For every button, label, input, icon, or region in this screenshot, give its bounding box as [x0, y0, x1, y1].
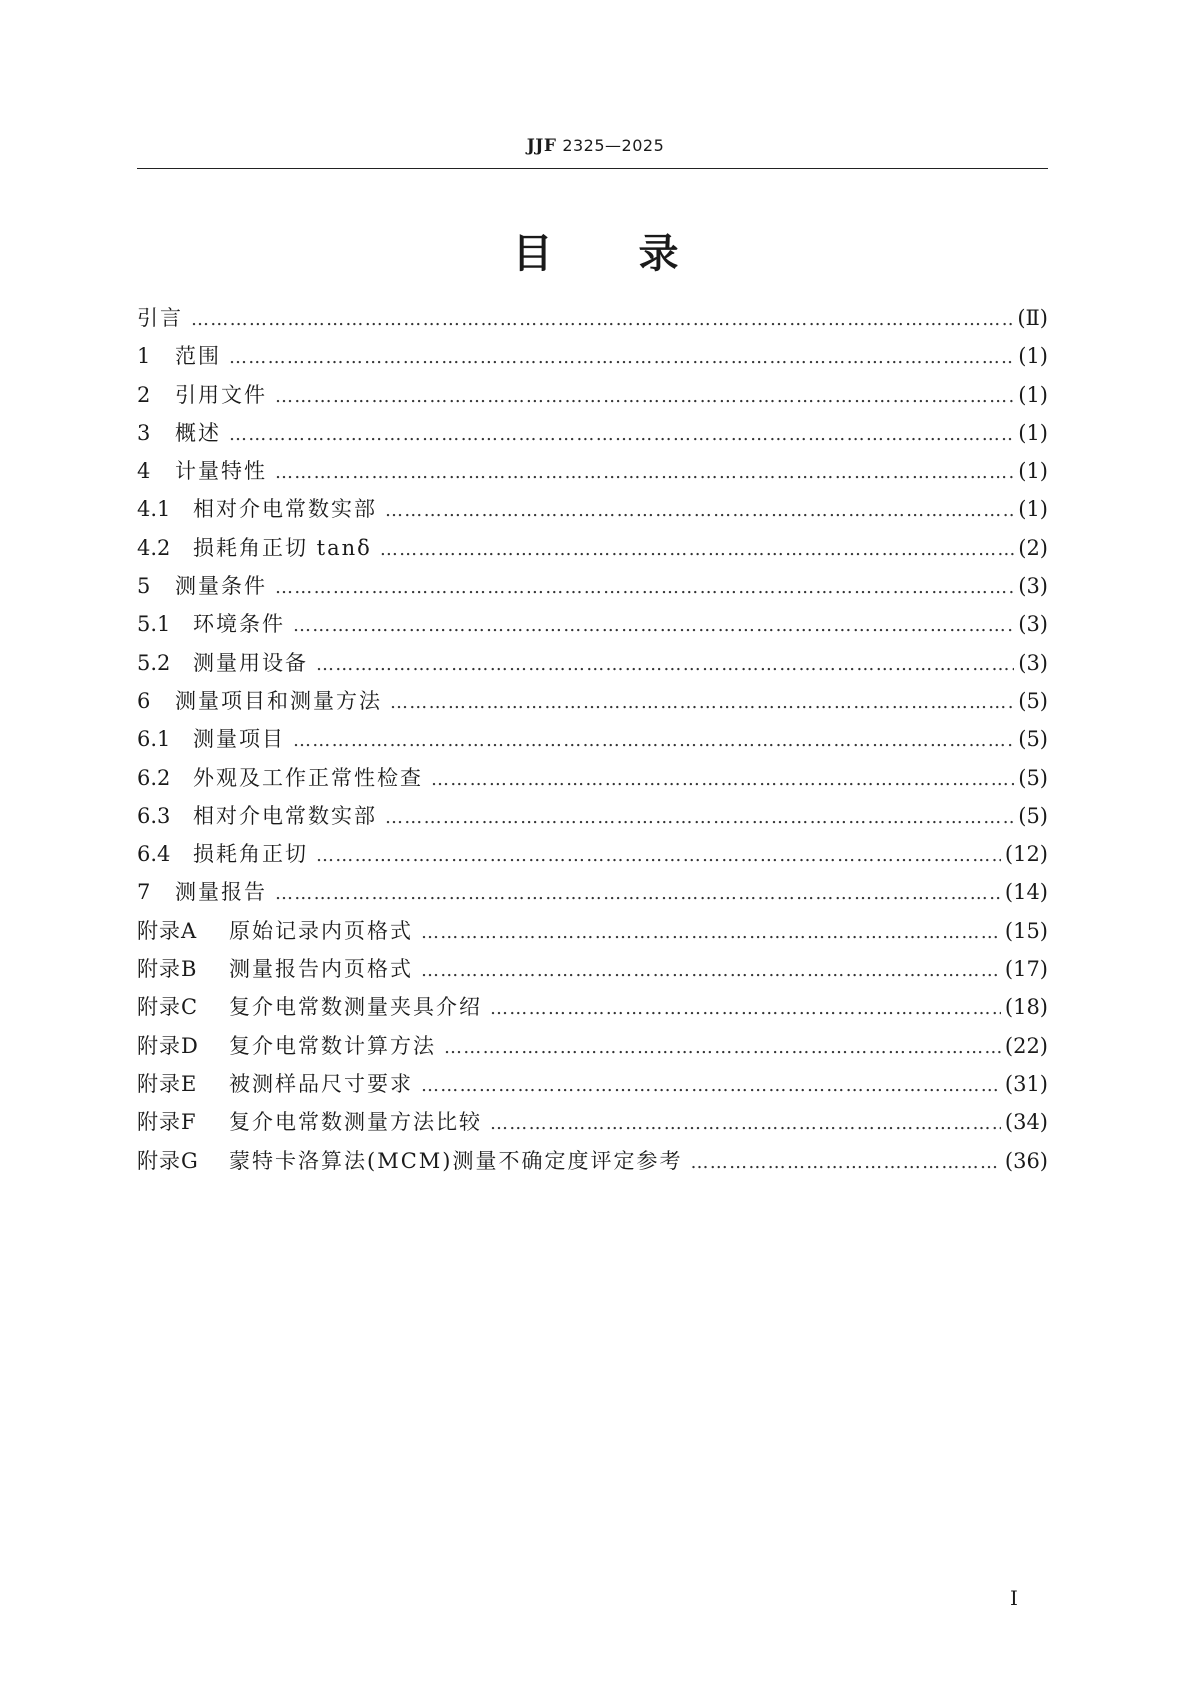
toc-entry-number: 2: [137, 382, 151, 407]
page-number: I: [1010, 1586, 1018, 1610]
toc-entry[interactable]: [137, 493, 1048, 531]
toc-entry-label: 测量报告: [175, 880, 267, 905]
toc-entry-label: 测量项目和测量方法: [175, 688, 382, 713]
toc-entry-page: (36): [1004, 1148, 1048, 1173]
toc-entry-number: 5.1: [137, 612, 171, 637]
toc-entry-label: 概述: [175, 420, 221, 445]
toc-entry-label: 相对介电常数实部: [193, 497, 377, 522]
toc-entry-label: 复介电常数计算方法: [229, 1033, 436, 1058]
toc-entry-number: 6.3: [137, 803, 171, 828]
toc-leader-dots: [444, 1037, 1001, 1058]
table-of-contents: [137, 302, 1048, 1183]
toc-leader-dots: [229, 424, 1014, 445]
toc-entry-label: 引用文件: [175, 382, 267, 407]
toc-entry-number: 6.4: [137, 842, 171, 867]
toc-entry-page: (5): [1018, 803, 1048, 828]
toc-entry-page: (15): [1004, 918, 1048, 943]
toc-entry-label: 蒙特卡洛算法(MCM)测量不确定度评定参考: [229, 1148, 683, 1173]
toc-entry-page: (1): [1018, 420, 1048, 445]
toc-entry-number: 5: [137, 574, 151, 599]
toc-leader-dots: [490, 998, 1001, 1019]
standard-code: JJF: [526, 136, 557, 156]
toc-entry-page: (1): [1018, 459, 1048, 484]
toc-entry-number: 附录C: [137, 995, 199, 1020]
toc-entry-label: 损耗角正切: [193, 842, 308, 867]
toc-leader-dots: [390, 692, 1014, 713]
toc-entry-number: 6.2: [137, 765, 171, 790]
toc-entry[interactable]: [137, 379, 1048, 417]
toc-entry-label: 测量条件: [175, 574, 267, 599]
toc-entry[interactable]: [137, 1145, 1048, 1183]
toc-leader-dots: [385, 500, 1014, 521]
toc-entry-page: (1): [1018, 344, 1048, 369]
toc-entry[interactable]: [137, 1068, 1048, 1106]
page-title: 目录: [512, 231, 765, 277]
toc-entry-number: 附录A: [137, 918, 198, 943]
toc-entry[interactable]: [137, 417, 1048, 455]
toc-entry-label: 计量特性: [175, 459, 267, 484]
toc-entry-page: (3): [1018, 650, 1048, 675]
toc-entry[interactable]: [137, 532, 1048, 570]
toc-entry-page: (1): [1018, 382, 1048, 407]
toc-entry-number: 附录D: [137, 1033, 199, 1058]
toc-entry-page: (1): [1018, 497, 1048, 522]
toc-leader-dots: [316, 845, 1001, 866]
toc-entry[interactable]: [137, 685, 1048, 723]
toc-entry-label: 相对介电常数实部: [193, 803, 377, 828]
toc-entry-number: 附录E: [137, 1071, 198, 1096]
toc-entry-label: 测量项目: [193, 727, 285, 752]
toc-entry-number: 附录B: [137, 957, 198, 982]
toc-entry[interactable]: [137, 762, 1048, 800]
toc-entry-number: 4.1: [137, 497, 171, 522]
toc-leader-dots: [229, 347, 1014, 368]
toc-entry-page: (22): [1004, 1033, 1048, 1058]
toc-entry[interactable]: [137, 1106, 1048, 1144]
toc-entry-label: 复介电常数测量方法比较: [229, 1110, 482, 1135]
toc-leader-dots: [293, 730, 1014, 751]
toc-entry-page: (18): [1004, 995, 1048, 1020]
toc-entry[interactable]: [137, 800, 1048, 838]
toc-entry[interactable]: [137, 455, 1048, 493]
toc-entry-page: (31): [1004, 1071, 1048, 1096]
toc-leader-dots: [431, 769, 1014, 790]
toc-entry-number: 7: [137, 880, 151, 905]
toc-entry-number: 附录F: [137, 1110, 197, 1135]
toc-entry-label: 外观及工作正常性检查: [193, 765, 423, 790]
toc-entry[interactable]: [137, 302, 1048, 340]
toc-entry-label: 测量报告内页格式: [229, 957, 413, 982]
toc-entry-number: 4.2: [137, 535, 171, 560]
toc-entry[interactable]: [137, 953, 1048, 991]
toc-entry-label: 测量用设备: [193, 650, 308, 675]
toc-entry[interactable]: [137, 608, 1048, 646]
toc-leader-dots: [293, 615, 1014, 636]
toc-leader-dots: [421, 1075, 1001, 1096]
toc-leader-dots: [275, 462, 1014, 483]
toc-leader-dots: [275, 577, 1014, 598]
toc-entry-number: 6: [137, 688, 151, 713]
toc-entry-page: (2): [1018, 535, 1048, 560]
toc-leader-dots: [275, 883, 1001, 904]
toc-entry-page: (3): [1018, 612, 1048, 637]
toc-entry[interactable]: [137, 1030, 1048, 1068]
toc-entry-page: (34): [1004, 1110, 1048, 1135]
toc-entry[interactable]: [137, 876, 1048, 914]
toc-entry-page: (3): [1018, 574, 1048, 599]
toc-entry-page: (5): [1018, 765, 1048, 790]
toc-leader-dots: [275, 386, 1014, 407]
toc-entry-number: 1: [137, 344, 151, 369]
toc-entry-number: 附录G: [137, 1148, 199, 1173]
toc-entry[interactable]: [137, 570, 1048, 608]
toc-entry-page: (12): [1004, 842, 1048, 867]
toc-leader-dots: [380, 539, 1014, 560]
toc-entry-page: (17): [1004, 957, 1048, 982]
toc-leader-dots: [421, 922, 1001, 943]
header-rule: [137, 168, 1048, 169]
toc-leader-dots: [421, 960, 1001, 981]
document-header: [0, 136, 1191, 156]
toc-entry-number: 6.1: [137, 727, 171, 752]
toc-entry-number: 5.2: [137, 650, 171, 675]
toc-leader-dots: [191, 309, 1013, 330]
toc-entry-label: 原始记录内页格式: [229, 918, 413, 943]
toc-entry-label: 引言: [137, 306, 183, 330]
toc-entry[interactable]: [137, 340, 1048, 378]
toc-leader-dots: [490, 1113, 1001, 1134]
toc-entry-label: 损耗角正切 tanδ: [193, 535, 372, 560]
standard-number: 2325—2025: [562, 136, 665, 155]
toc-entry-page: (14): [1004, 880, 1048, 905]
toc-entry-page: (5): [1018, 688, 1048, 713]
toc-leader-dots: [316, 654, 1014, 675]
toc-leader-dots: [385, 807, 1014, 828]
toc-entry[interactable]: [137, 838, 1048, 876]
toc-entry-page: (Ⅱ): [1017, 306, 1048, 330]
toc-entry[interactable]: [137, 723, 1048, 761]
toc-leader-dots: [690, 1152, 1000, 1173]
toc-entry-page: (5): [1018, 727, 1048, 752]
toc-entry-label: 范围: [175, 344, 221, 369]
toc-entry[interactable]: [137, 647, 1048, 685]
toc-entry-label: 环境条件: [193, 612, 285, 637]
toc-entry-number: 3: [137, 420, 151, 445]
toc-entry-label: 被测样品尺寸要求: [229, 1071, 413, 1096]
toc-entry-number: 4: [137, 459, 151, 484]
toc-entry[interactable]: [137, 915, 1048, 953]
toc-entry[interactable]: [137, 991, 1048, 1029]
toc-entry-label: 复介电常数测量夹具介绍: [229, 995, 482, 1020]
